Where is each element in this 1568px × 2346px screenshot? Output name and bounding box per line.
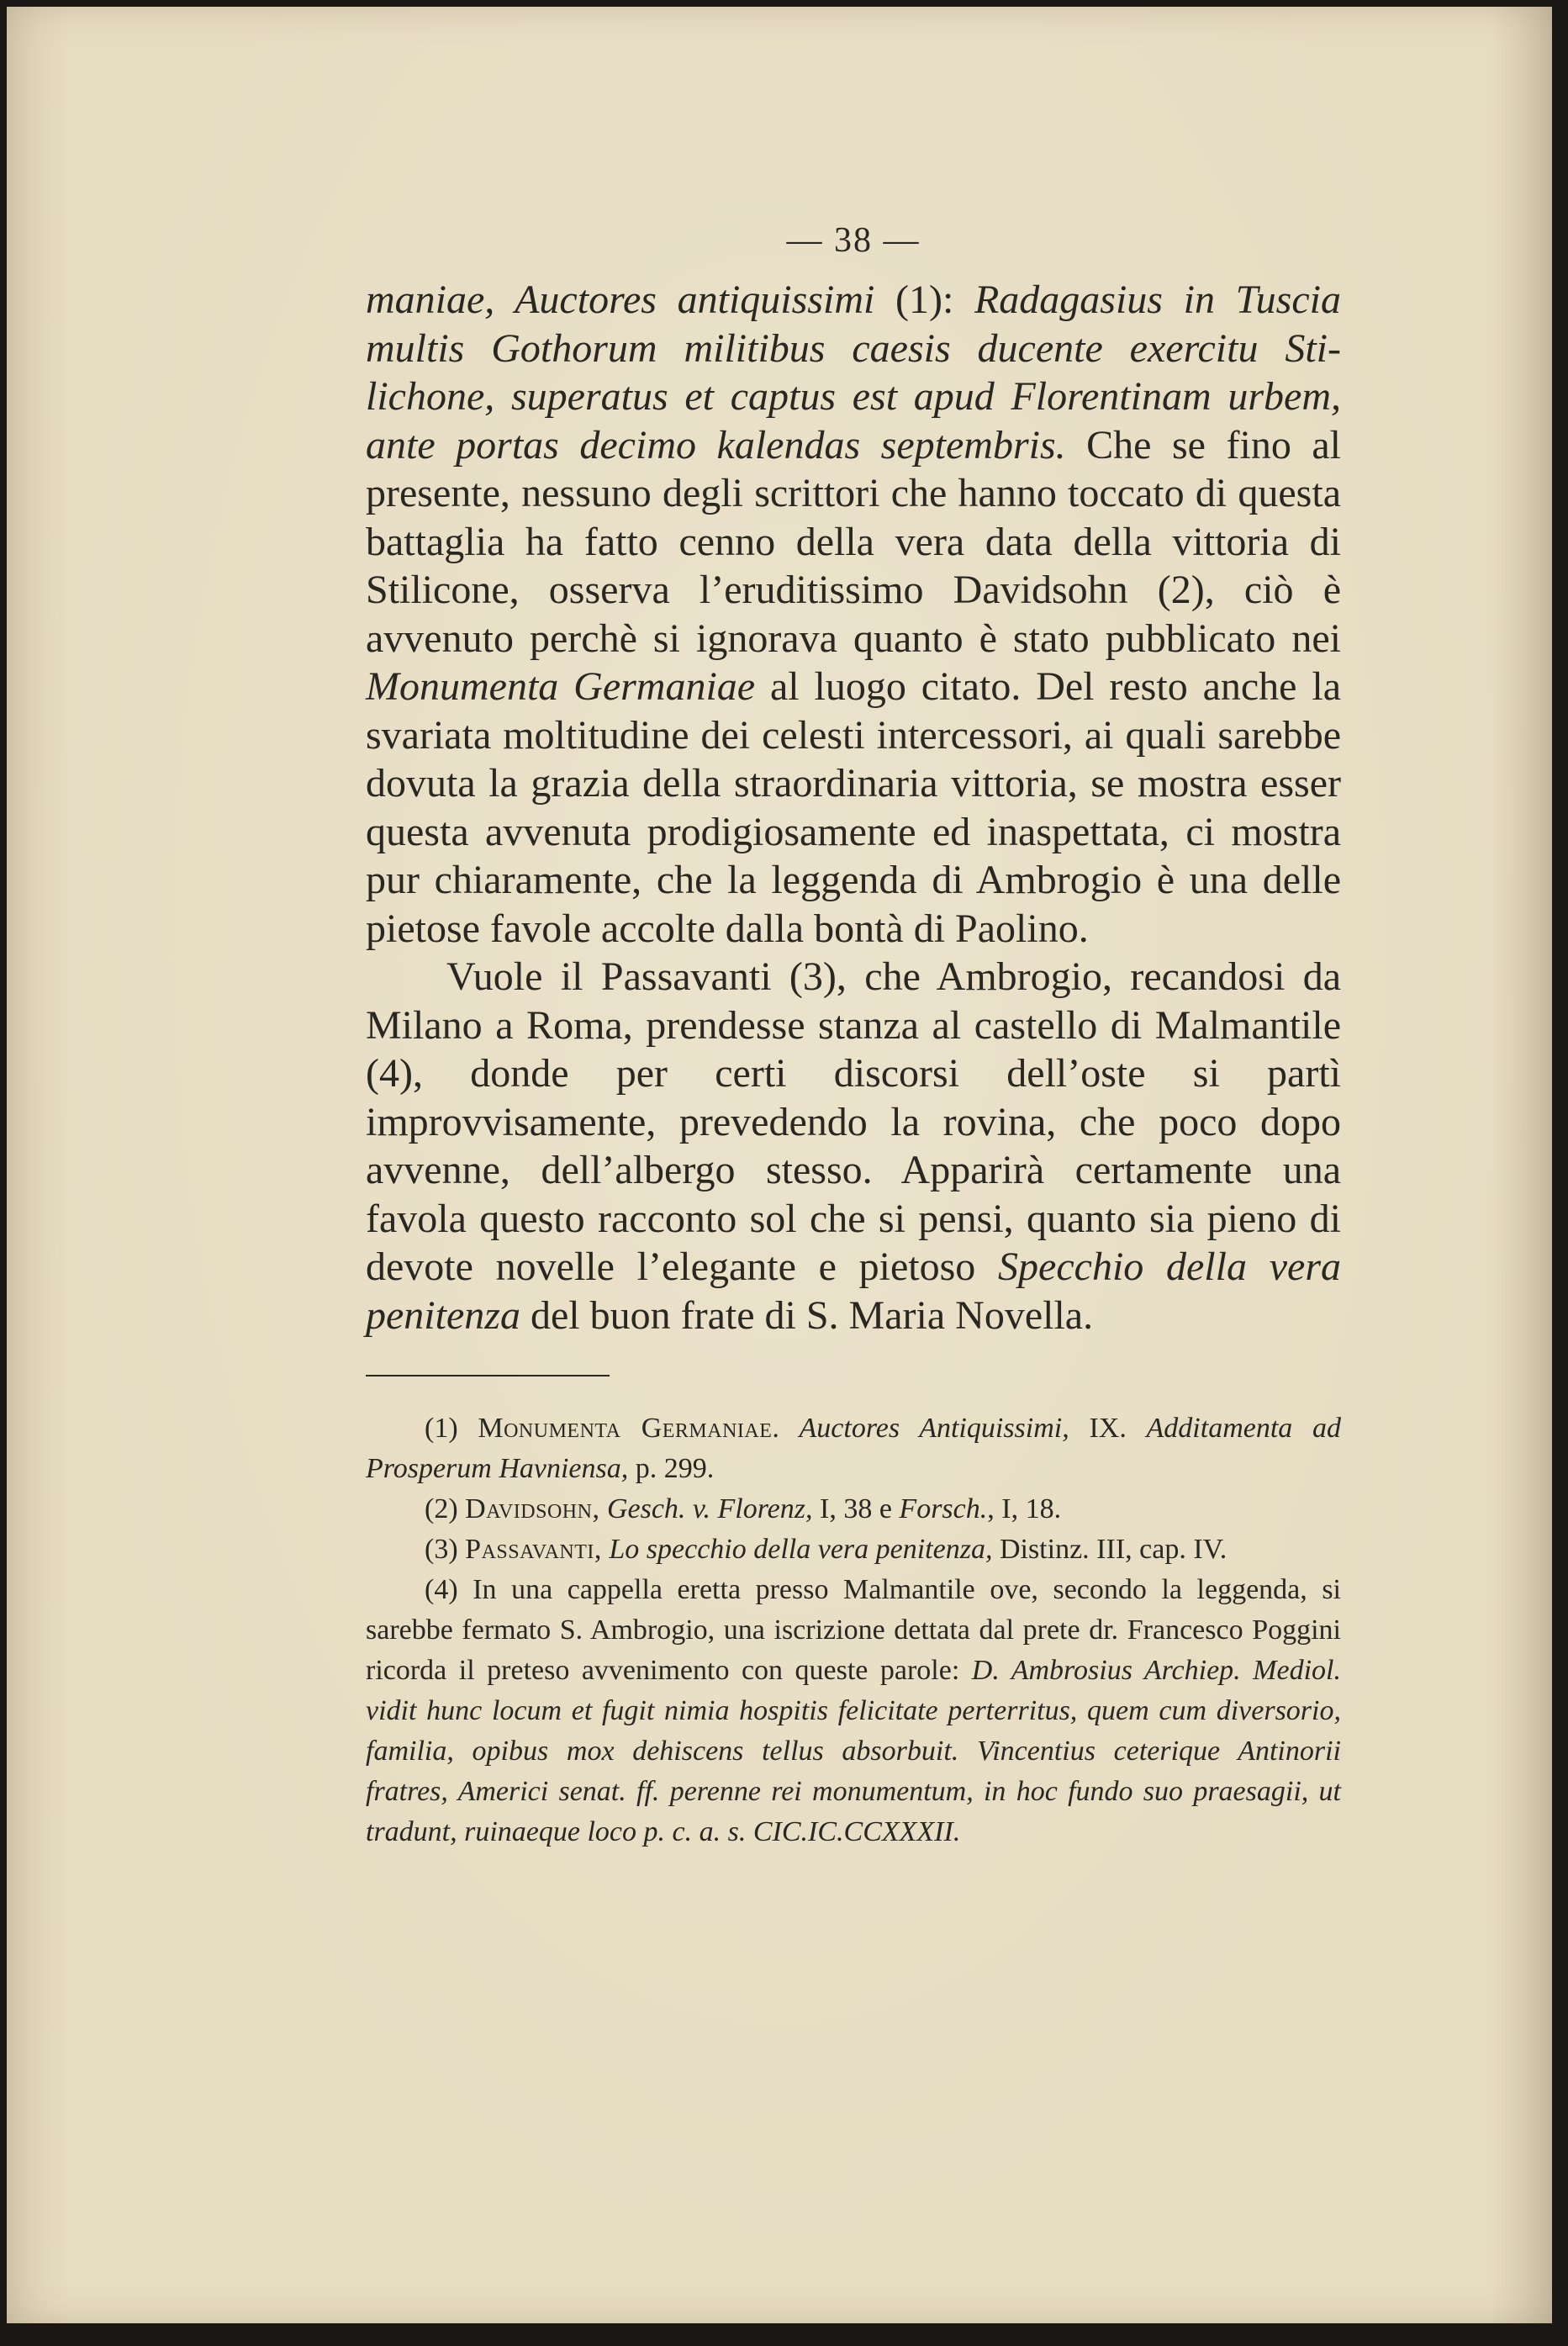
footnote-separator [366,1375,610,1376]
text-span: I, 38 e [812,1493,900,1524]
text-span: al luogo citato. Del resto anche la svariata moltitudine dei celesti intercessori, ai quali sarebbe dovuta la grazia della straordinaria vittoria, se mostra esser questa avvenuta prodigiosamente ed inaspettata, ci mostra pur chiaramente, che la leggenda di Ambrogio è una delle pietose favole accolte dalla bontà di Paolino. [366,664,1341,951]
text-block [366,221,1341,1852]
author-name: Monumenta Germaniae. [478,1413,780,1444]
italic-span: D. Ambrosius Archiep. Mediol. vidit hunc locum et fugit nimia hospitis felicitate perterritus, quem cum diversorio, familia, opibus mox dehiscens tellus absorbuit. Vincentius ceterique Antinorii fratres, Americi senat. ff. perenne rei monumentum, in hoc fundo suo praesagii, ut tradunt, ruinaeque loco p. c. a. s. CIC.IC.CCXXXII. [366,1655,1341,1847]
footnote-number: (3) [425,1534,466,1565]
footnote-3 [366,1530,1341,1570]
italic-span: Radagasius in Tuscia multis Gothorum militibus caesis ducente exercitu Stilichone, superatus et captus est apud Florentinam urbem, ante portas decimo kalendas septembris. [366,277,1341,468]
italic-span: Auctores Antiquissimi, [779,1413,1069,1444]
page-number: — 38 — [786,221,921,260]
footnote-1 [366,1408,1341,1489]
author-name: Passavanti, [465,1534,602,1565]
italic-span: Specchio della vera penitenza [366,1244,1341,1338]
footnote-number: (1) [425,1413,478,1444]
footnotes [366,1408,1341,1852]
footnote-number: (2) [425,1493,466,1524]
text-span: Vuole il Passavanti (3), che Ambrogio, recandosi da Milano a Roma, prendesse stanza al castello di Malmantile (4), donde per certi discorsi dell’oste si partì improvvisamente, prevedendo la rovina, che poco dopo avvenne, dell’albergo stesso. Apparirà certamente una favola questo racconto sol che si pensi, quanto sia pieno di devote novelle l’elegante e pietoso [366,954,1341,1289]
text-span: Che se fino al presente, nessuno degli scrittori che hanno toccato di questa battaglia ha fatto cenno della vera data della vittoria di Stilicone, osserva l’eruditissimo Davidsohn (2), ciò è avvenuto perchè si ignorava quanto è stato pubblicato nei [366,422,1341,661]
paragraph-1 [366,276,1341,953]
text-span: Distinz. III, cap. IV. [992,1534,1227,1565]
text-span: (1): [874,277,974,322]
italic-span: Lo specchio della vera penitenza, [601,1534,993,1565]
book-page [7,7,1552,2323]
italic-span: maniae, Auctores antiquissimi [366,277,875,322]
author-name: Davidsohn, [465,1493,600,1524]
text-span: IX. [1069,1413,1147,1444]
footnote-4 [366,1570,1341,1852]
italic-span: Additamenta ad Prosperum Havniensa, [366,1413,1341,1484]
text-span: del buon frate di S. Maria Novella. [520,1292,1094,1338]
paragraph-2 [366,953,1341,1339]
footnote-2 [366,1489,1341,1530]
italic-span: Gesch. v. Florenz, [599,1493,813,1524]
text-span: , I, 18. [987,1493,1062,1524]
text-span: (4) In una cappella eretta presso Malmantile ove, secondo la leggenda, si sarebbe fermato S. Ambrogio, una iscrizione dettata dal prete dr. Francesco Poggini ricorda il preteso avvenimento con queste parole: [366,1574,1341,1686]
italic-span: Monumenta Germaniae [366,664,756,709]
italic-span: Forsch. [899,1493,988,1524]
body-text [366,276,1341,1339]
text-span: p. 299. [628,1453,715,1484]
